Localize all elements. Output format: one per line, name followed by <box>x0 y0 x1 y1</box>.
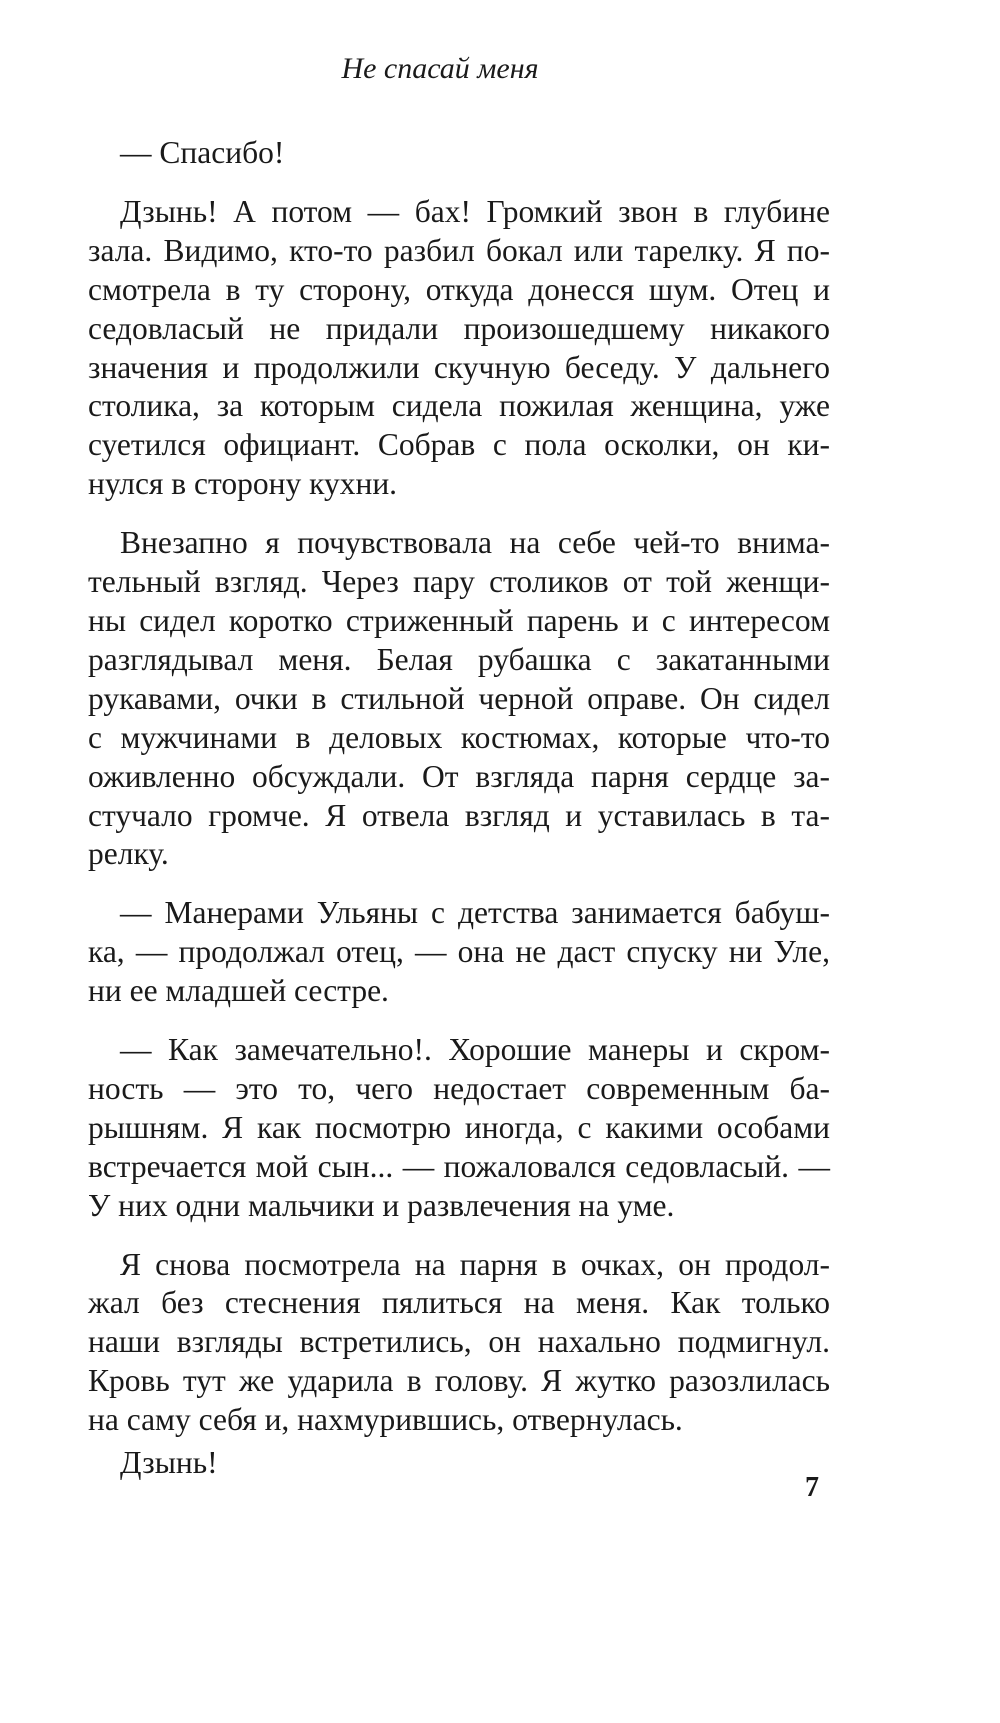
running-header <box>0 52 1000 86</box>
text-line: суетился официант. Собрав с пола осколки, он ки- <box>88 427 830 463</box>
text-line: значения и продолжили скучную беседу. У дальнего <box>88 349 830 385</box>
page-number: 7 <box>805 1472 819 1503</box>
text-line: Дзынь! А потом — бах! Громкий звон в глубине <box>120 193 830 229</box>
text-line: встречается мой сын... — пожаловался седовласый. — <box>88 1148 830 1184</box>
text-line: жал без стеснения пялиться на меня. Как только <box>88 1285 830 1321</box>
text-line: — Спасибо! <box>120 135 285 170</box>
text-line: тельный взгляд. Через пару столиков от той женщи- <box>88 564 830 600</box>
text-line: нулся в сторону кухни. <box>88 466 398 502</box>
text-line: седовласый не придали произошедшему никакого <box>88 310 830 346</box>
text-line: рукавами, очки в стильной черной оправе. Он сидел <box>88 680 830 716</box>
text-line: У них одни мальчики и развлечения на уме. <box>88 1187 675 1223</box>
text-line: на саму себя и, нахмурившись, отвернулась. <box>88 1402 683 1438</box>
text-line: с мужчинами в деловых костюмах, которые что-то <box>88 719 830 755</box>
paragraph <box>88 894 830 1011</box>
text-line: релку. <box>88 836 169 872</box>
text-line: — Как замечательно!. Хорошие манеры и скром- <box>120 1032 830 1068</box>
text-line: Дзынь! <box>120 1445 218 1481</box>
text-line: Я снова посмотрела на парня в очках, он продол- <box>120 1246 830 1282</box>
text-line: смотрела в ту сторону, откуда донесся шум. Отец и <box>88 271 830 307</box>
paragraph <box>88 193 830 504</box>
text-line: столика, за которым сидела пожилая женщина, уже <box>88 388 830 424</box>
paragraph <box>88 1031 830 1226</box>
text-line: зала. Видимо, кто-то разбил бокал или тарелку. Я по- <box>88 232 830 268</box>
text-line: рышням. Я как посмотрю иногда, с какими особами <box>88 1109 830 1145</box>
text-line: Внезапно я почувствовала на себе чей-то внима- <box>120 525 830 561</box>
text-line: ни ее младшей сестре. <box>88 973 389 1009</box>
text-line: ность — это то, чего недостает современным ба- <box>88 1070 830 1106</box>
page-body <box>88 134 830 1503</box>
paragraph <box>88 134 830 173</box>
text-line: оживленно обсуждали. От взгляда парня сердце за- <box>88 758 830 794</box>
text-line: — Манерами Ульяны с детства занимается бабуш- <box>120 895 830 931</box>
book-title: Не спасай меня <box>341 52 539 85</box>
text-line: Кровь тут же ударила в голову. Я жутко разозлилась <box>88 1363 830 1399</box>
paragraph <box>88 1444 830 1483</box>
paragraph <box>88 1246 830 1441</box>
text-line: наши взгляды встретились, он нахально подмигнул. <box>88 1324 830 1360</box>
text-line: разглядывал меня. Белая рубашка с закатанными <box>88 641 830 677</box>
text-line: стучало громче. Я отвела взгляд и уставилась в та- <box>88 797 830 833</box>
text-line: ны сидел коротко стриженный парень и с интересом <box>88 602 830 638</box>
text-line: ка, — продолжал отец, — она не даст спуску ни Уле, <box>88 934 830 970</box>
paragraph <box>88 524 830 874</box>
